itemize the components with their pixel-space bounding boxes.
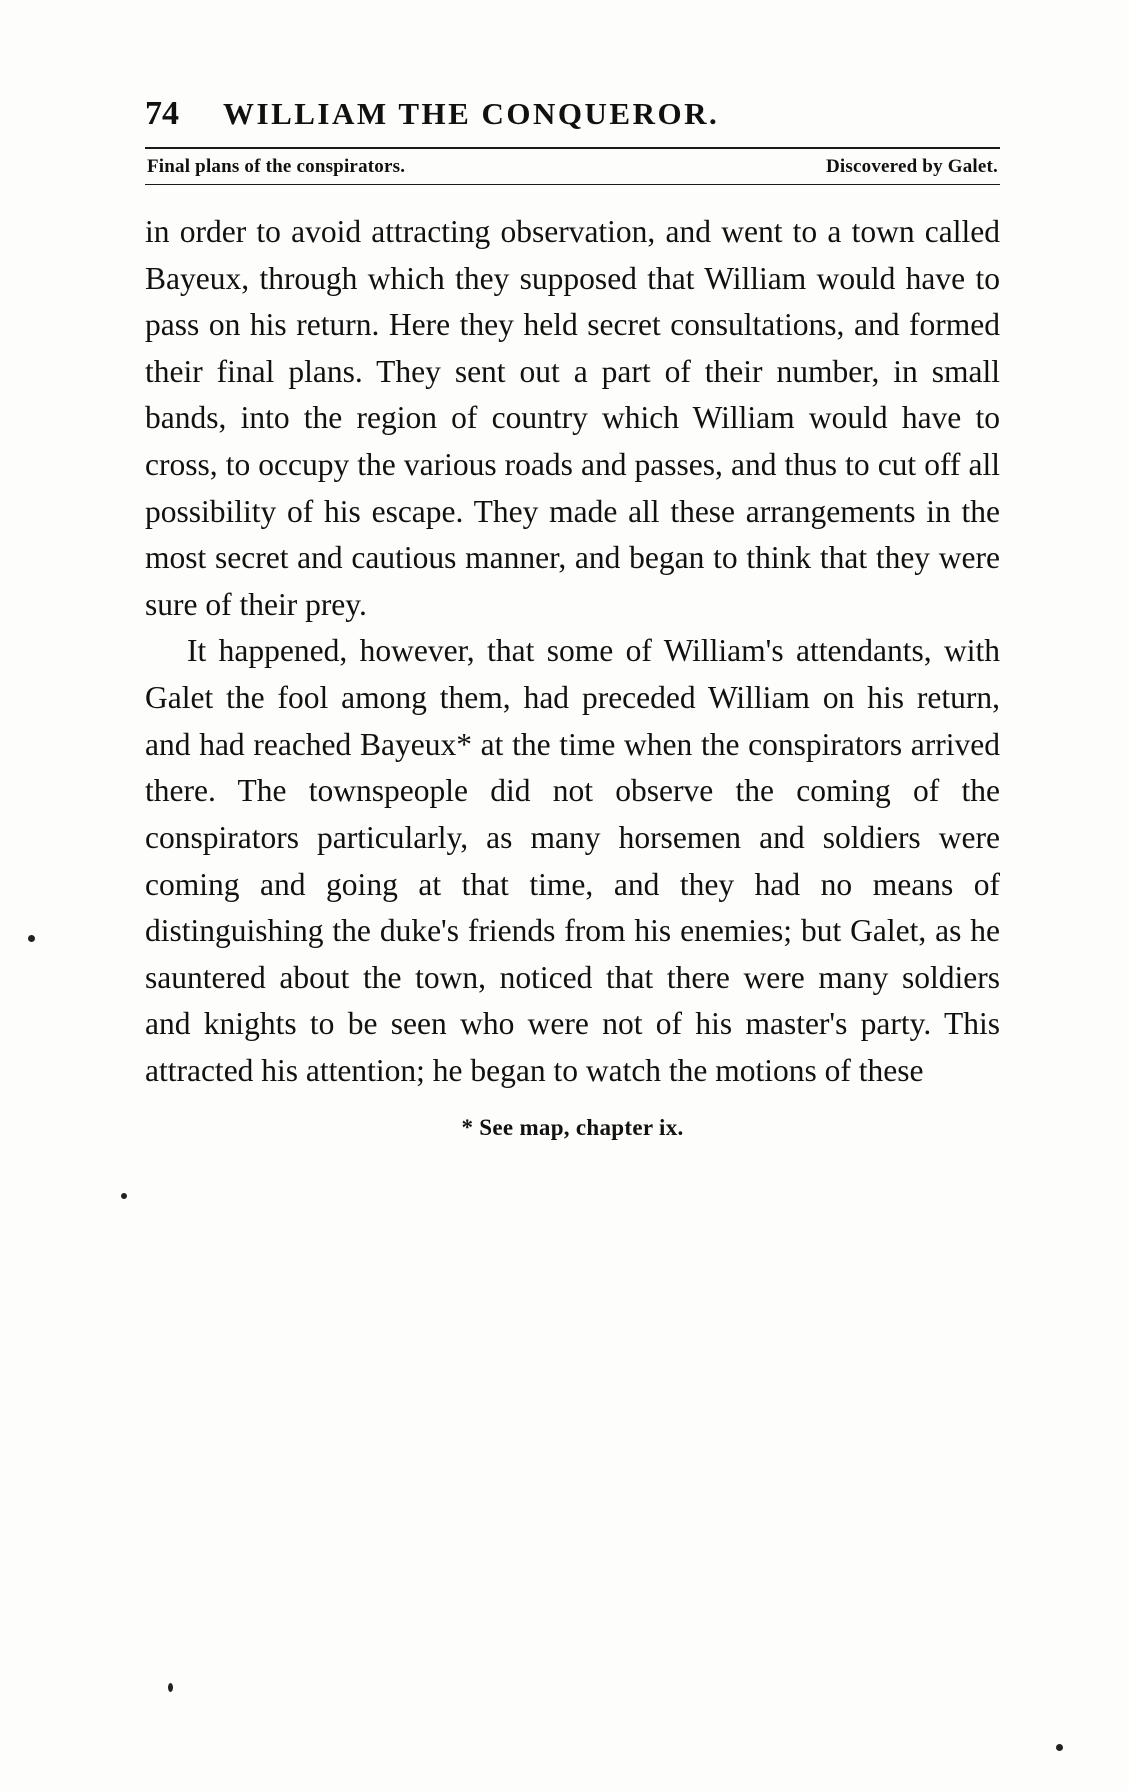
page-number: 74 bbox=[145, 95, 179, 132]
paragraph-1: in order to avoid attracting observation, and went to a town called Bayeux, through which they supposed that William would have to pass on his return. Here they held secret consultations, and formed their final plans. They sent out a part of their number, in small bands, into the region of country which William would have to cross, to occupy the various roads and passes, and thus to cut off all possibility of his escape. They made all these arrangements in the most secret and cautious manner, and began to think that they were sure of their prey. bbox=[145, 214, 1000, 622]
sidehead-left: Final plans of the conspirators. bbox=[147, 156, 406, 177]
body-text bbox=[145, 209, 1000, 1095]
sidehead-right: Discovered by Galet. bbox=[826, 156, 998, 177]
page-content bbox=[145, 95, 1000, 1141]
page-speck-left-lower bbox=[121, 1193, 127, 1199]
page-header bbox=[145, 95, 1000, 133]
paragraph-2: It happened, however, that some of William's attendants, with Galet the fool among them, had preceded William on his return, and had reached Bayeux* at the time when the conspirators arrived there. The townspeople did not observe the coming of the conspirators particularly, as many horsemen and soldiers were coming and going at that time, and they had no means of distinguishing the duke's friends from his enemies; but Galet, as he sauntered about the town, noticed that there were many soldiers and knights to be seen who were not of his master's party. This attracted his attention; he began to watch the motions of these bbox=[145, 633, 1000, 1088]
sidehead-row bbox=[145, 149, 1000, 184]
footnote: * See map, chapter ix. bbox=[461, 1114, 684, 1140]
header-rule-bottom bbox=[145, 184, 1000, 185]
running-title: WILLIAM THE CONQUEROR. bbox=[223, 96, 720, 131]
page-speck-bottom-right bbox=[1056, 1744, 1063, 1751]
page-speck-footnote bbox=[168, 1683, 173, 1692]
page-speck-left-upper bbox=[28, 935, 35, 942]
